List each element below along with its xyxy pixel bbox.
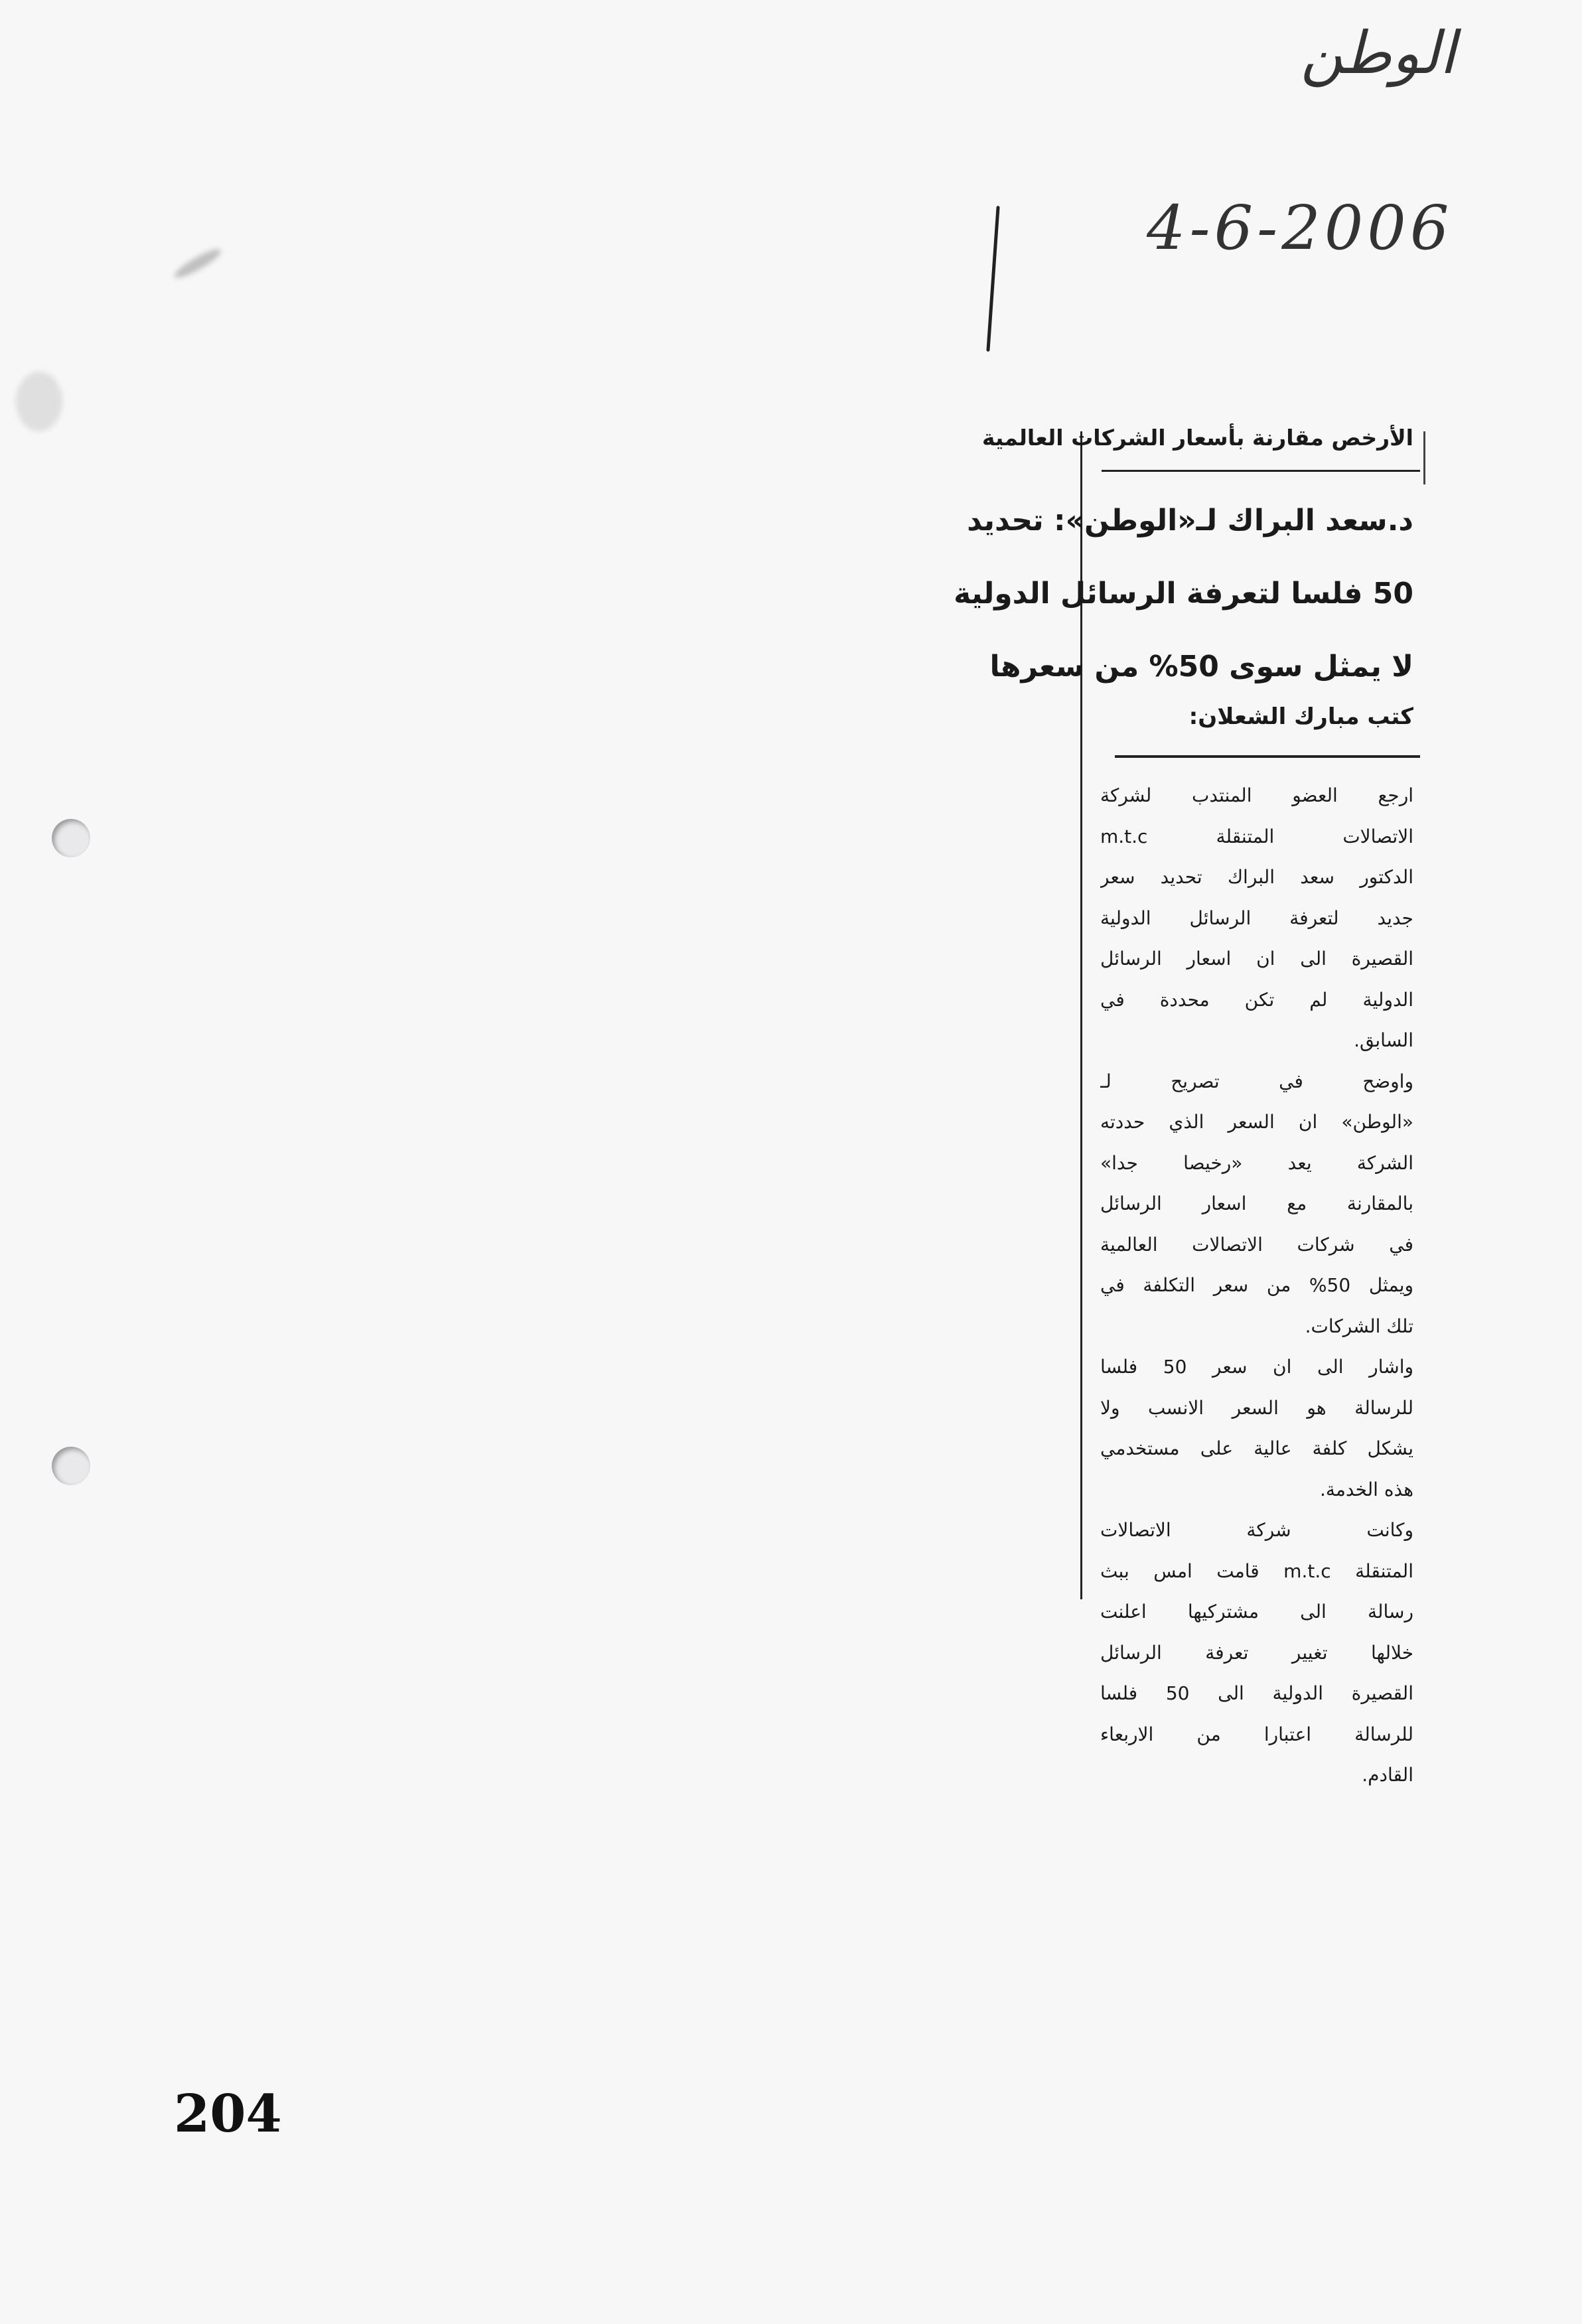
smudge-mark <box>16 372 62 431</box>
page-number: 204 <box>174 2084 282 2144</box>
body-line: الاتصالات المتنقلة m.t.c <box>1100 825 1413 847</box>
column-rule <box>1423 431 1425 484</box>
article-body <box>1100 775 1413 1796</box>
headline-line: د.سعد البراك لـ«الوطن»: تحديد <box>967 504 1413 538</box>
article-headline <box>954 484 1413 703</box>
handwritten-date: 4-6-2006 <box>1147 192 1453 263</box>
body-line: «الوطن» ان السعر الذي حددته <box>1100 1111 1413 1133</box>
body-line: رسالة الى مشتركيها اعلنت <box>1100 1601 1413 1623</box>
body-line: يشكل كلفة عالية على مستخدمي <box>1100 1437 1413 1459</box>
body-line: للرسالة هو السعر الانسب ولا <box>1100 1396 1413 1419</box>
body-line: ويمثل 50% من سعر التكلفة في <box>1100 1274 1413 1296</box>
punch-hole-top <box>52 819 90 857</box>
smudge-mark <box>172 245 224 282</box>
body-line: وكانت شركة الاتصالات <box>1100 1519 1413 1541</box>
headline-line: 50 فلسا لتعرفة الرسائل الدولية <box>954 577 1413 611</box>
body-line: ارجع العضو المنتدب لشركة <box>1100 784 1413 806</box>
body-line: بالمقارنة مع اسعار الرسائل <box>1100 1193 1413 1214</box>
punch-hole-bottom <box>52 1447 90 1485</box>
byline-divider <box>1115 755 1420 758</box>
body-line: للرسالة اعتبارا من الاربعاء <box>1100 1723 1413 1745</box>
body-line: تلك الشركات. <box>1305 1315 1413 1337</box>
article-kicker: الأرخص مقارنة بأسعار الشركات العالمية <box>981 425 1413 451</box>
body-line: هذه الخدمة. <box>1319 1478 1413 1500</box>
body-line: خلالها تغيير تعرفة الرسائل <box>1100 1641 1413 1664</box>
body-line: واوضح في تصريح لـ <box>1100 1070 1413 1092</box>
pen-stroke <box>986 206 999 352</box>
body-line: القصيرة الى ان اسعار الرسائل <box>1100 948 1413 970</box>
body-line: السابق. <box>1354 1029 1413 1051</box>
body-line: الدولية لم تكن محددة في <box>1100 988 1413 1011</box>
body-line: المتنقلة m.t.c قامت امس ببث <box>1100 1560 1413 1582</box>
body-line: الدكتور سعد البراك تحديد سعر <box>1100 866 1413 888</box>
body-line: القادم. <box>1362 1764 1413 1786</box>
handwritten-source-note: الوطن <box>1301 19 1456 87</box>
body-line: واشار الى ان سعر 50 فلسا <box>1100 1356 1413 1378</box>
headline-line: لا يمثل سوى 50% من سعرها <box>989 650 1413 684</box>
body-line: القصيرة الدولية الى 50 فلسا <box>1100 1682 1413 1704</box>
body-line: في شركات الاتصالات العالمية <box>1100 1233 1413 1256</box>
body-line: الشركة يعد «رخيصا جدا» <box>1100 1151 1413 1174</box>
kicker-divider <box>1102 470 1420 472</box>
newspaper-clipping <box>954 411 1425 1786</box>
body-line: جديد لتعرفة الرسائل الدولية <box>1100 907 1413 929</box>
article-byline: كتب مبارك الشعلان: <box>1188 703 1413 730</box>
